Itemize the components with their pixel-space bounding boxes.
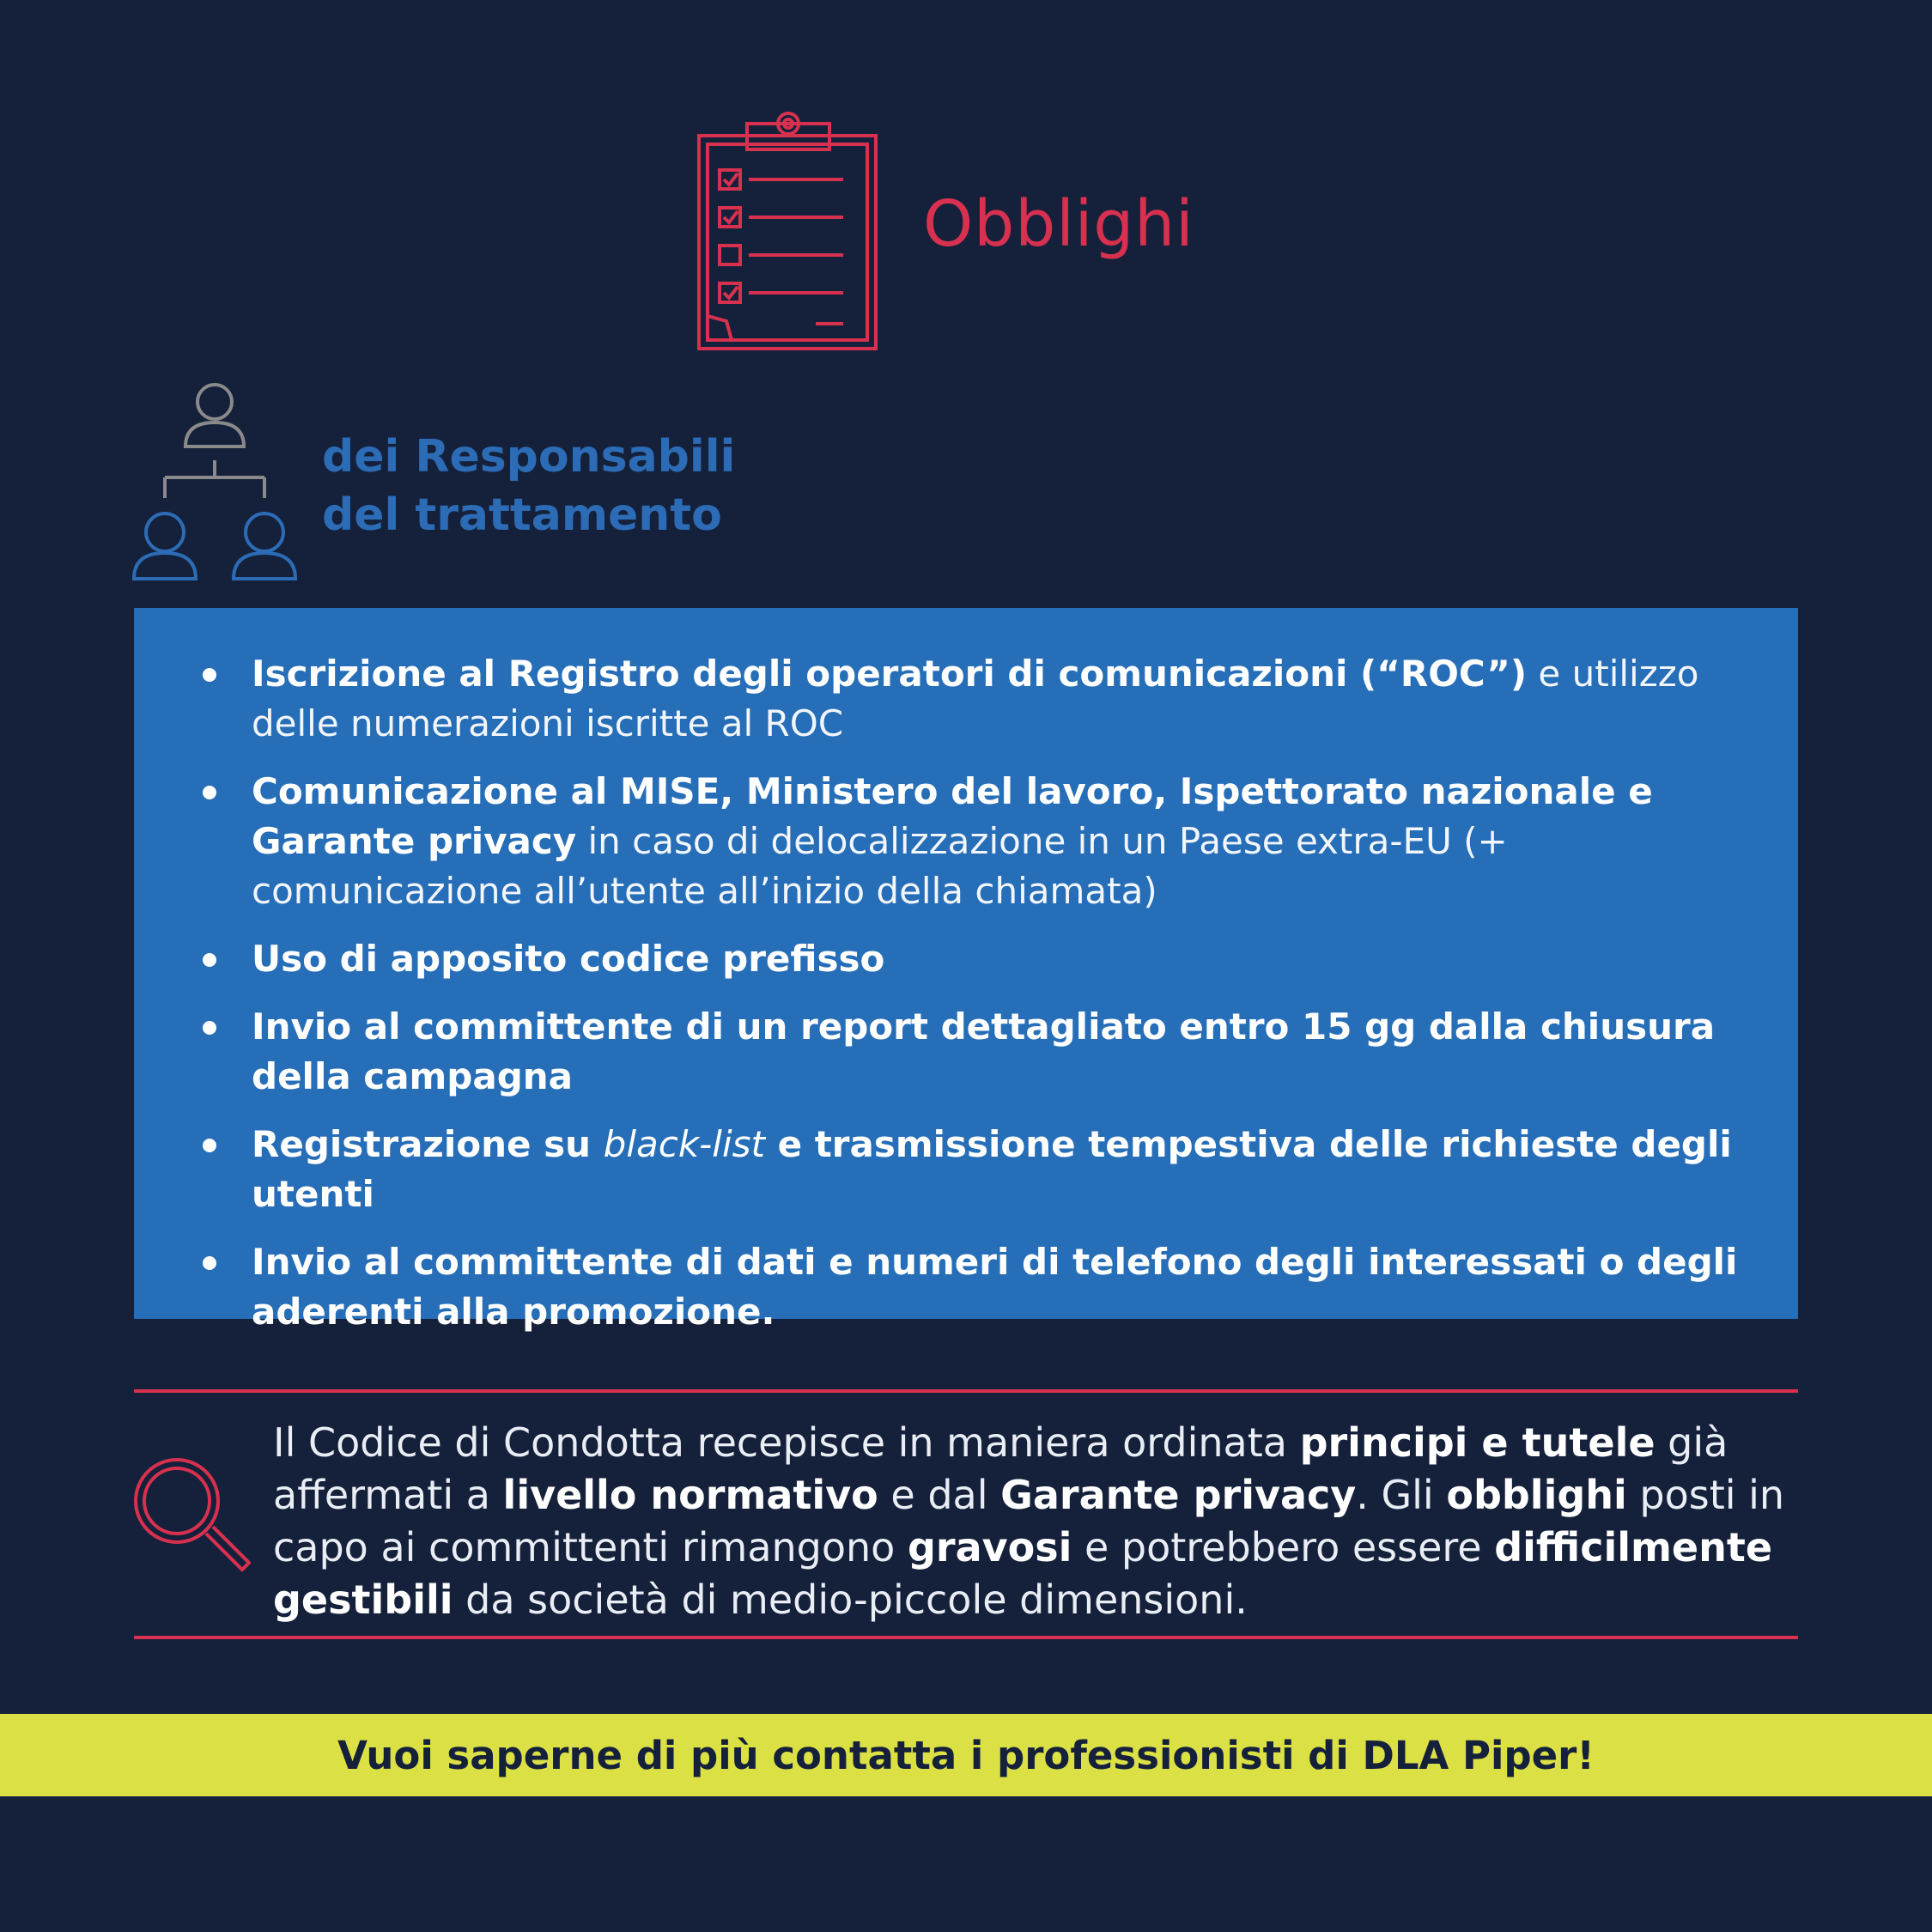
item-light-text: in caso di delocalizzazione in un Paese extra-EU (+ comunicazione all’utente all’inizio della chiamata) bbox=[252, 820, 1508, 912]
item-bold-text: Iscrizione al Registro degli operatori di comunicazioni (“ROC”) bbox=[252, 653, 1528, 695]
magnifier-icon bbox=[131, 1455, 251, 1578]
item-bold-text: Invio al committente di un report dettagliato entro 15 gg dalla chiusura della campagna bbox=[252, 1005, 1716, 1097]
bullet-icon bbox=[203, 1021, 216, 1035]
item-italic-text: black-list bbox=[603, 1123, 765, 1165]
note-text-part: già affermati a bbox=[273, 1419, 1728, 1518]
contact-banner[interactable] bbox=[0, 1714, 1932, 1796]
subtitle-line-1: dei Responsabili bbox=[322, 431, 736, 483]
item-bold-text: e trasmissione tempestiva delle richieste degli utenti bbox=[252, 1123, 1732, 1215]
list-item bbox=[203, 1120, 1748, 1219]
note-emphasis: livello normativo bbox=[502, 1472, 878, 1518]
note-emphasis: difficilmente gestibili bbox=[273, 1524, 1773, 1623]
bullet-icon bbox=[203, 953, 216, 967]
note-text-part: . Gli bbox=[1356, 1472, 1447, 1518]
obligations-list bbox=[203, 649, 1748, 1355]
bullet-icon bbox=[203, 786, 216, 799]
page-title: Obblighi bbox=[923, 187, 1194, 261]
divider-top bbox=[134, 1389, 1798, 1393]
bullet-icon bbox=[203, 1139, 216, 1152]
org-chart-people-icon bbox=[131, 378, 302, 587]
clipboard-checklist-icon bbox=[696, 105, 884, 357]
subtitle-line-2: del trattamento bbox=[322, 489, 722, 541]
note-emphasis: principi e tutele bbox=[1299, 1419, 1656, 1466]
item-light-text: e utilizzo delle numerazioni iscritte al ROC bbox=[252, 653, 1699, 744]
note-text-part: e potrebbero essere bbox=[1072, 1524, 1495, 1571]
item-bold-text: Uso di apposito codice prefisso bbox=[252, 938, 885, 980]
list-item bbox=[203, 934, 1748, 984]
note-text-part: e dal bbox=[878, 1472, 1001, 1518]
bullet-icon bbox=[203, 1256, 216, 1270]
list-item bbox=[203, 767, 1748, 916]
item-bold-text: Invio al committente di dati e numeri di telefono degli interessati o degli aderenti alla promozione. bbox=[252, 1241, 1738, 1333]
item-bold-text: Registrazione su bbox=[252, 1123, 604, 1165]
note-text bbox=[273, 1417, 1810, 1626]
bullet-icon bbox=[203, 668, 216, 682]
note-text-part: posti in capo ai committenti rimangono bbox=[273, 1472, 1785, 1571]
divider-bottom bbox=[134, 1636, 1798, 1639]
list-item bbox=[203, 1002, 1748, 1102]
note-emphasis: gravosi bbox=[907, 1524, 1072, 1571]
list-item bbox=[203, 1237, 1748, 1337]
note-text-part: Il Codice di Condotta recepisce in maniera ordinata bbox=[273, 1419, 1300, 1466]
note-text-part: da società di medio-piccole dimensioni. bbox=[453, 1577, 1248, 1623]
note-emphasis: Garante privacy bbox=[1000, 1472, 1357, 1518]
note-emphasis: obblighi bbox=[1446, 1472, 1627, 1518]
banner-text: Vuoi saperne di più contatta i professionisti di DLA Piper! bbox=[337, 1732, 1595, 1778]
list-item bbox=[203, 649, 1748, 749]
section-subtitle bbox=[322, 428, 735, 544]
item-bold-text: Comunicazione al MISE, Ministero del lavoro, Ispettorato nazionale e Garante privacy bbox=[252, 770, 1653, 862]
